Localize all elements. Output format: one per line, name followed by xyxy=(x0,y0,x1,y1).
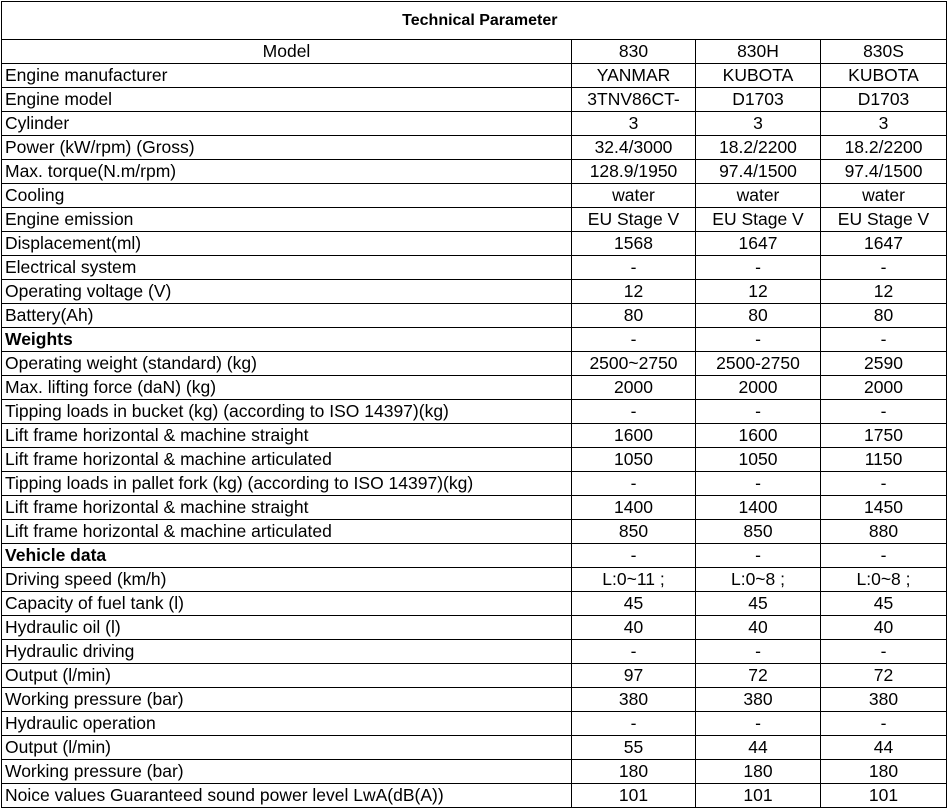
row-value-830h: 380 xyxy=(696,688,821,712)
row-value-830: 1400 xyxy=(572,496,696,520)
row-value-830h: water xyxy=(696,184,821,208)
header-model-830: 830 xyxy=(572,40,696,64)
row-value-830: 101 xyxy=(572,784,696,808)
row-label: Engine manufacturer xyxy=(2,64,572,88)
row-label: Battery(Ah) xyxy=(2,304,572,328)
row-value-830s: 2000 xyxy=(821,376,947,400)
row-value-830s: KUBOTA xyxy=(821,64,947,88)
table-row xyxy=(2,256,947,280)
row-label: Operating voltage (V) xyxy=(2,280,572,304)
row-label: Tipping loads in pallet fork (kg) (according to ISO 14397)(kg) xyxy=(2,472,572,496)
table-row xyxy=(2,496,947,520)
row-value-830h: KUBOTA xyxy=(696,64,821,88)
row-value-830s: 101 xyxy=(821,784,947,808)
row-label: Capacity of fuel tank (l) xyxy=(2,592,572,616)
table-row xyxy=(2,136,947,160)
row-value-830h: - xyxy=(696,328,821,352)
row-label: Lift frame horizontal & machine straight xyxy=(2,496,572,520)
row-label: Tipping loads in bucket (kg) (according to ISO 14397)(kg) xyxy=(2,400,572,424)
row-value-830s: - xyxy=(821,472,947,496)
row-value-830: 80 xyxy=(572,304,696,328)
row-value-830h: 1400 xyxy=(696,496,821,520)
table-row xyxy=(2,592,947,616)
row-value-830h: - xyxy=(696,640,821,664)
row-value-830s: 80 xyxy=(821,304,947,328)
table-row xyxy=(2,304,947,328)
row-value-830s: 97.4/1500 xyxy=(821,160,947,184)
row-value-830s: 180 xyxy=(821,760,947,784)
row-value-830h: 850 xyxy=(696,520,821,544)
table-row xyxy=(2,712,947,736)
row-value-830s: 1647 xyxy=(821,232,947,256)
row-value-830: 2500~2750 xyxy=(572,352,696,376)
table-row xyxy=(2,88,947,112)
row-value-830s: L:0~8 ; xyxy=(821,568,947,592)
row-value-830: 2000 xyxy=(572,376,696,400)
row-value-830s: 380 xyxy=(821,688,947,712)
table-row xyxy=(2,784,947,808)
row-value-830h: - xyxy=(696,472,821,496)
row-value-830s: 880 xyxy=(821,520,947,544)
row-value-830h: L:0~8 ; xyxy=(696,568,821,592)
section-heading: Vehicle data xyxy=(2,544,572,568)
row-label: Lift frame horizontal & machine articulated xyxy=(2,520,572,544)
table-body xyxy=(2,2,947,808)
table-row xyxy=(2,544,947,568)
row-label: Working pressure (bar) xyxy=(2,688,572,712)
row-value-830: 1568 xyxy=(572,232,696,256)
row-value-830: 128.9/1950 xyxy=(572,160,696,184)
row-value-830: - xyxy=(572,544,696,568)
row-value-830h: 1050 xyxy=(696,448,821,472)
row-value-830s: 1150 xyxy=(821,448,947,472)
table-row xyxy=(2,112,947,136)
table-row xyxy=(2,160,947,184)
row-value-830s: 45 xyxy=(821,592,947,616)
row-value-830h: 45 xyxy=(696,592,821,616)
table-row xyxy=(2,376,947,400)
row-value-830h: 180 xyxy=(696,760,821,784)
row-value-830: 380 xyxy=(572,688,696,712)
table-row xyxy=(2,736,947,760)
row-value-830: 1600 xyxy=(572,424,696,448)
row-value-830s: 1450 xyxy=(821,496,947,520)
row-value-830: - xyxy=(572,256,696,280)
row-label: Output (l/min) xyxy=(2,736,572,760)
row-label: Working pressure (bar) xyxy=(2,760,572,784)
row-value-830: 180 xyxy=(572,760,696,784)
table-row xyxy=(2,328,947,352)
row-value-830h: 101 xyxy=(696,784,821,808)
header-model-830s: 830S xyxy=(821,40,947,64)
table-row xyxy=(2,688,947,712)
row-value-830: 32.4/3000 xyxy=(572,136,696,160)
table-row xyxy=(2,400,947,424)
row-value-830: YANMAR xyxy=(572,64,696,88)
table-row xyxy=(2,520,947,544)
row-value-830h: 2500-2750 xyxy=(696,352,821,376)
row-value-830: 45 xyxy=(572,592,696,616)
row-value-830: 3TNV86CT- xyxy=(572,88,696,112)
row-label: Driving speed (km/h) xyxy=(2,568,572,592)
row-value-830: - xyxy=(572,400,696,424)
row-value-830h: 44 xyxy=(696,736,821,760)
section-heading: Weights xyxy=(2,328,572,352)
row-value-830s: 72 xyxy=(821,664,947,688)
row-value-830s: EU Stage V xyxy=(821,208,947,232)
table-row xyxy=(2,208,947,232)
row-value-830s: - xyxy=(821,256,947,280)
row-value-830s: 1750 xyxy=(821,424,947,448)
table-row xyxy=(2,640,947,664)
row-label: Max. lifting force (daN) (kg) xyxy=(2,376,572,400)
row-value-830: EU Stage V xyxy=(572,208,696,232)
row-label: Hydraulic operation xyxy=(2,712,572,736)
row-value-830h: 2000 xyxy=(696,376,821,400)
row-label: Cylinder xyxy=(2,112,572,136)
row-value-830h: 18.2/2200 xyxy=(696,136,821,160)
row-value-830: water xyxy=(572,184,696,208)
row-value-830h: 72 xyxy=(696,664,821,688)
technical-parameter-table xyxy=(1,1,947,808)
row-value-830: 1050 xyxy=(572,448,696,472)
row-value-830s: 2590 xyxy=(821,352,947,376)
row-value-830: 40 xyxy=(572,616,696,640)
table-row xyxy=(2,568,947,592)
row-value-830h: 97.4/1500 xyxy=(696,160,821,184)
row-value-830s: - xyxy=(821,640,947,664)
header-model-830h: 830H xyxy=(696,40,821,64)
row-value-830s: 12 xyxy=(821,280,947,304)
row-value-830s: D1703 xyxy=(821,88,947,112)
table-row xyxy=(2,184,947,208)
header-model-label: Model xyxy=(2,40,572,64)
row-label: Hydraulic oil (l) xyxy=(2,616,572,640)
row-value-830h: 12 xyxy=(696,280,821,304)
row-label: Cooling xyxy=(2,184,572,208)
table-row xyxy=(2,352,947,376)
row-label: Lift frame horizontal & machine straight xyxy=(2,424,572,448)
title-blank-cell xyxy=(572,2,947,40)
row-value-830: - xyxy=(572,640,696,664)
row-value-830: 850 xyxy=(572,520,696,544)
table-row xyxy=(2,424,947,448)
row-value-830: L:0~11 ; xyxy=(572,568,696,592)
table-row xyxy=(2,64,947,88)
row-value-830s: - xyxy=(821,400,947,424)
row-value-830s: 3 xyxy=(821,112,947,136)
row-label: Engine emission xyxy=(2,208,572,232)
table-row xyxy=(2,232,947,256)
row-value-830s: - xyxy=(821,712,947,736)
row-value-830s: 44 xyxy=(821,736,947,760)
row-value-830: 12 xyxy=(572,280,696,304)
row-value-830s: 18.2/2200 xyxy=(821,136,947,160)
table-title: Technical Parameter xyxy=(2,2,572,40)
row-value-830: 3 xyxy=(572,112,696,136)
row-value-830: - xyxy=(572,328,696,352)
row-value-830h: EU Stage V xyxy=(696,208,821,232)
row-value-830s: water xyxy=(821,184,947,208)
row-label: Hydraulic driving xyxy=(2,640,572,664)
table-row xyxy=(2,448,947,472)
row-label: Operating weight (standard) (kg) xyxy=(2,352,572,376)
row-value-830s: - xyxy=(821,544,947,568)
row-value-830h: - xyxy=(696,544,821,568)
row-value-830h: 1600 xyxy=(696,424,821,448)
row-label: Max. torque(N.m/rpm) xyxy=(2,160,572,184)
title-row xyxy=(2,2,947,40)
row-value-830h: - xyxy=(696,712,821,736)
row-label: Lift frame horizontal & machine articulated xyxy=(2,448,572,472)
row-value-830h: - xyxy=(696,400,821,424)
row-value-830h: 80 xyxy=(696,304,821,328)
row-value-830s: 40 xyxy=(821,616,947,640)
row-label: Power (kW/rpm) (Gross) xyxy=(2,136,572,160)
table-row xyxy=(2,472,947,496)
row-label: Displacement(ml) xyxy=(2,232,572,256)
row-label: Noice values Guaranteed sound power level LwA(dB(A)) xyxy=(2,784,572,808)
row-value-830: - xyxy=(572,712,696,736)
row-value-830s: - xyxy=(821,328,947,352)
table-row xyxy=(2,664,947,688)
header-row xyxy=(2,40,947,64)
row-value-830: 97 xyxy=(572,664,696,688)
table-row xyxy=(2,616,947,640)
row-value-830: - xyxy=(572,472,696,496)
row-label: Output (l/min) xyxy=(2,664,572,688)
row-label: Electrical system xyxy=(2,256,572,280)
row-value-830h: - xyxy=(696,256,821,280)
row-value-830h: D1703 xyxy=(696,88,821,112)
row-label: Engine model xyxy=(2,88,572,112)
row-value-830h: 40 xyxy=(696,616,821,640)
row-value-830: 55 xyxy=(572,736,696,760)
table-row xyxy=(2,760,947,784)
row-value-830h: 3 xyxy=(696,112,821,136)
table-row xyxy=(2,280,947,304)
row-value-830h: 1647 xyxy=(696,232,821,256)
